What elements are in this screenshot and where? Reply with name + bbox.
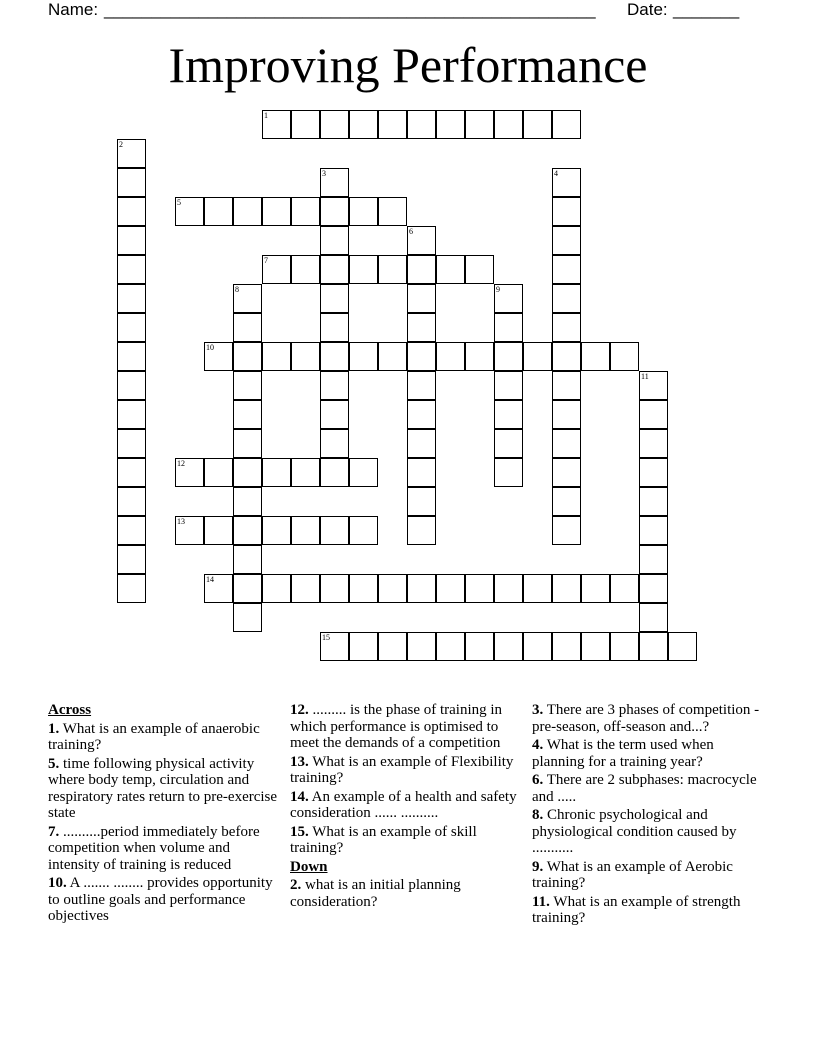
- grid-cell[interactable]: [552, 197, 581, 226]
- grid-cell[interactable]: [407, 516, 436, 545]
- grid-cell[interactable]: [349, 197, 378, 226]
- grid-cell[interactable]: [639, 400, 668, 429]
- grid-cell[interactable]: [494, 574, 523, 603]
- clue-across-7: [48, 824, 282, 874]
- grid-cell[interactable]: [552, 574, 581, 603]
- grid-cell[interactable]: [494, 342, 523, 371]
- grid-cell[interactable]: [233, 603, 262, 632]
- grid-cell[interactable]: [117, 545, 146, 574]
- clues-column-2: [290, 702, 524, 912]
- date-line[interactable]: _______: [673, 0, 740, 19]
- grid-cell[interactable]: [639, 458, 668, 487]
- grid-cell[interactable]: [320, 313, 349, 342]
- grid-cell[interactable]: [465, 255, 494, 284]
- grid-cell[interactable]: [117, 429, 146, 458]
- clue-number: 7.: [48, 823, 60, 840]
- grid-cell[interactable]: [320, 574, 349, 603]
- grid-cell[interactable]: [378, 632, 407, 661]
- clue-number-label: 2: [119, 140, 123, 149]
- clue-text: An example of a health and safety consideration ...... ..........: [290, 788, 517, 821]
- grid-cell[interactable]: [233, 487, 262, 516]
- grid-cell[interactable]: [233, 429, 262, 458]
- grid-cell[interactable]: [639, 603, 668, 632]
- grid-cell[interactable]: [117, 342, 146, 371]
- clue-text: ..........period immediately before competition when volume and intensity of training is reduced: [48, 823, 260, 873]
- grid-cell[interactable]: [465, 110, 494, 139]
- grid-cell[interactable]: [233, 516, 262, 545]
- clue-text: What is an example of Aerobic training?: [532, 858, 733, 891]
- grid-cell[interactable]: [233, 342, 262, 371]
- grid-cell[interactable]: [233, 545, 262, 574]
- clue-down-11: [532, 894, 766, 927]
- clue-number: 4.: [532, 737, 544, 753]
- grid-cell[interactable]: [349, 458, 378, 487]
- grid-cell[interactable]: [378, 197, 407, 226]
- clue-down-8: [532, 807, 766, 857]
- grid-cell[interactable]: [291, 110, 320, 139]
- clue-number: 5.: [48, 755, 60, 772]
- grid-cell[interactable]: [552, 516, 581, 545]
- grid-cell[interactable]: [436, 574, 465, 603]
- grid-cell[interactable]: [552, 284, 581, 313]
- grid-cell[interactable]: [349, 255, 378, 284]
- clue-text: what is an initial planning consideration?: [290, 877, 461, 910]
- clue-number-label: 14: [206, 575, 214, 584]
- clue-number-label: 1: [264, 111, 268, 120]
- grid-cell[interactable]: [291, 197, 320, 226]
- grid-cell[interactable]: [117, 255, 146, 284]
- grid-cell[interactable]: [349, 632, 378, 661]
- grid-cell[interactable]: [581, 632, 610, 661]
- clue-across-13: [290, 754, 524, 787]
- clues-column-3: [532, 702, 766, 929]
- clue-down-3: [532, 702, 766, 735]
- clue-number-label: 12: [177, 459, 185, 468]
- clue-number: 11.: [532, 893, 550, 910]
- clue-number-label: 10: [206, 343, 214, 352]
- grid-cell[interactable]: [552, 632, 581, 661]
- down-heading: Down: [290, 858, 328, 875]
- grid-cell[interactable]: [349, 342, 378, 371]
- grid-cell[interactable]: [204, 516, 233, 545]
- date-label: Date:: [627, 0, 673, 19]
- grid-cell[interactable]: [291, 255, 320, 284]
- grid-cell[interactable]: [639, 545, 668, 574]
- grid-cell[interactable]: [407, 255, 436, 284]
- grid-cell[interactable]: [552, 313, 581, 342]
- grid-cell[interactable]: [378, 110, 407, 139]
- grid-cell[interactable]: [117, 168, 146, 197]
- clue-number: 12.: [290, 702, 309, 718]
- grid-cell[interactable]: [320, 400, 349, 429]
- clue-text: Chronic psychological and physiological condition caused by ...........: [532, 807, 737, 856]
- clue-number: 10.: [48, 875, 67, 891]
- clue-text: A ....... ........ provides opportunity to outline goals and performance objectives: [48, 875, 273, 924]
- grid-cell[interactable]: [610, 632, 639, 661]
- grid-cell[interactable]: [436, 632, 465, 661]
- grid-cell[interactable]: [552, 342, 581, 371]
- grid-cell[interactable]: [436, 255, 465, 284]
- grid-cell[interactable]: [378, 255, 407, 284]
- grid-cell[interactable]: [552, 400, 581, 429]
- grid-cell[interactable]: [552, 226, 581, 255]
- grid-cell[interactable]: [494, 371, 523, 400]
- grid-cell[interactable]: [610, 574, 639, 603]
- grid-cell[interactable]: [291, 516, 320, 545]
- clue-down-2: [290, 877, 524, 910]
- grid-cell[interactable]: [320, 110, 349, 139]
- grid-cell[interactable]: [494, 458, 523, 487]
- grid-cell[interactable]: [523, 342, 552, 371]
- grid-cell[interactable]: [436, 342, 465, 371]
- grid-cell[interactable]: [117, 313, 146, 342]
- grid-cell[interactable]: [639, 516, 668, 545]
- clue-across-12: [290, 702, 524, 752]
- grid-cell[interactable]: [204, 197, 233, 226]
- grid-cell[interactable]: [291, 458, 320, 487]
- grid-cell[interactable]: [204, 458, 233, 487]
- grid-cell[interactable]: [320, 197, 349, 226]
- grid-cell[interactable]: [117, 400, 146, 429]
- grid-cell[interactable]: [378, 574, 407, 603]
- clue-number-label: 13: [177, 517, 185, 526]
- grid-cell[interactable]: [581, 342, 610, 371]
- grid-cell[interactable]: [320, 516, 349, 545]
- grid-cell[interactable]: [117, 574, 146, 603]
- grid-cell[interactable]: [407, 284, 436, 313]
- clue-text: time following physical activity where body temp, circulation and respiratory rates return to pre-exercise state: [48, 755, 278, 821]
- grid-cell[interactable]: [639, 487, 668, 516]
- grid-cell[interactable]: [552, 255, 581, 284]
- grid-cell[interactable]: [233, 371, 262, 400]
- name-line[interactable]: ____________________________________________________: [104, 0, 596, 19]
- clue-number: 6.: [532, 772, 544, 788]
- grid-cell[interactable]: [262, 574, 291, 603]
- clue-text: What is an example of anaerobic training?: [48, 720, 260, 753]
- grid-cell[interactable]: [349, 110, 378, 139]
- grid-cell[interactable]: [117, 226, 146, 255]
- grid-cell[interactable]: [349, 516, 378, 545]
- clue-number: 13.: [290, 753, 309, 770]
- clue-number: 1.: [48, 720, 60, 737]
- grid-cell[interactable]: [320, 226, 349, 255]
- grid-cell[interactable]: [320, 458, 349, 487]
- grid-cell[interactable]: [262, 516, 291, 545]
- grid-cell[interactable]: [117, 371, 146, 400]
- grid-cell[interactable]: [407, 110, 436, 139]
- grid-cell[interactable]: [581, 574, 610, 603]
- clue-number: 9.: [532, 858, 544, 875]
- clue-number: 3.: [532, 702, 544, 718]
- grid-cell[interactable]: [320, 371, 349, 400]
- across-heading: Across: [48, 702, 92, 718]
- clue-number-label: 11: [641, 372, 649, 381]
- clue-number-label: 3: [322, 169, 326, 178]
- clue-number-label: 8: [235, 285, 239, 294]
- grid-cell[interactable]: [291, 342, 320, 371]
- grid-cell[interactable]: [407, 574, 436, 603]
- grid-cell[interactable]: [117, 458, 146, 487]
- grid-cell[interactable]: [610, 342, 639, 371]
- clue-across-10: [48, 875, 282, 925]
- grid-cell[interactable]: [668, 632, 697, 661]
- grid-cell[interactable]: [639, 429, 668, 458]
- clue-text: What is an example of strength training?: [532, 893, 741, 926]
- grid-cell[interactable]: [407, 400, 436, 429]
- grid-cell[interactable]: [262, 197, 291, 226]
- clues-column-1: [48, 702, 282, 927]
- grid-cell[interactable]: [552, 458, 581, 487]
- grid-cell[interactable]: [320, 429, 349, 458]
- grid-cell[interactable]: [552, 429, 581, 458]
- grid-cell[interactable]: [320, 342, 349, 371]
- grid-cell[interactable]: [233, 197, 262, 226]
- clue-across-14: [290, 789, 524, 822]
- clue-number-label: 7: [264, 256, 268, 265]
- grid-cell[interactable]: [523, 632, 552, 661]
- name-label: Name:: [48, 0, 103, 19]
- clue-down-6: [532, 772, 766, 805]
- grid-cell[interactable]: [436, 110, 465, 139]
- grid-cell[interactable]: [552, 487, 581, 516]
- grid-cell[interactable]: [233, 313, 262, 342]
- clue-text: There are 2 subphases: macrocycle and .....: [532, 772, 757, 805]
- grid-cell[interactable]: [262, 342, 291, 371]
- clue-number: 15.: [290, 823, 309, 840]
- grid-cell[interactable]: [494, 313, 523, 342]
- grid-cell[interactable]: [494, 632, 523, 661]
- clue-number-label: 15: [322, 633, 330, 642]
- grid-cell[interactable]: [407, 342, 436, 371]
- clue-down-4: [532, 737, 766, 770]
- grid-cell[interactable]: [117, 516, 146, 545]
- grid-cell[interactable]: [233, 400, 262, 429]
- page-title: Improving Performance: [168, 37, 648, 93]
- clue-number: 8.: [532, 807, 544, 823]
- clue-across-1: [48, 721, 282, 754]
- clue-text: What is the term used when planning for a training year?: [532, 737, 714, 770]
- grid-cell[interactable]: [494, 400, 523, 429]
- grid-cell[interactable]: [117, 487, 146, 516]
- grid-cell[interactable]: [233, 458, 262, 487]
- grid-cell[interactable]: [523, 110, 552, 139]
- clue-number: 14.: [290, 788, 309, 805]
- grid-cell[interactable]: [494, 429, 523, 458]
- grid-cell[interactable]: [639, 632, 668, 661]
- clue-number: 2.: [290, 877, 302, 893]
- grid-cell[interactable]: [465, 342, 494, 371]
- grid-cell[interactable]: [407, 458, 436, 487]
- grid-cell[interactable]: [349, 574, 378, 603]
- clue-down-9: [532, 859, 766, 892]
- grid-cell[interactable]: [407, 487, 436, 516]
- grid-cell[interactable]: [233, 574, 262, 603]
- grid-cell[interactable]: [407, 429, 436, 458]
- clue-number-label: 9: [496, 285, 500, 294]
- grid-cell[interactable]: [407, 313, 436, 342]
- clue-number-label: 4: [554, 169, 558, 178]
- grid-cell[interactable]: [320, 255, 349, 284]
- grid-cell[interactable]: [552, 371, 581, 400]
- grid-cell[interactable]: [262, 458, 291, 487]
- grid-cell[interactable]: [465, 574, 494, 603]
- clue-text: What is an example of skill training?: [290, 823, 477, 856]
- clue-across-15: [290, 824, 524, 857]
- grid-cell[interactable]: [465, 632, 494, 661]
- grid-cell[interactable]: [494, 110, 523, 139]
- grid-cell[interactable]: [378, 342, 407, 371]
- grid-cell[interactable]: [523, 574, 552, 603]
- grid-cell[interactable]: [117, 197, 146, 226]
- grid-cell[interactable]: [291, 574, 320, 603]
- clue-number-label: 6: [409, 227, 413, 236]
- clue-across-5: [48, 756, 282, 822]
- clue-number-label: 5: [177, 198, 181, 207]
- grid-cell[interactable]: [407, 632, 436, 661]
- grid-cell[interactable]: [639, 574, 668, 603]
- grid-cell[interactable]: [117, 284, 146, 313]
- clue-text: What is an example of Flexibility training?: [290, 753, 514, 786]
- clue-text: ......... is the phase of training in which performance is optimised to meet the demands of a competition: [290, 702, 503, 751]
- grid-cell[interactable]: [407, 371, 436, 400]
- grid-cell[interactable]: [320, 284, 349, 313]
- clue-text: There are 3 phases of competition - pre-season, off-season and...?: [532, 702, 760, 735]
- grid-cell[interactable]: [552, 110, 581, 139]
